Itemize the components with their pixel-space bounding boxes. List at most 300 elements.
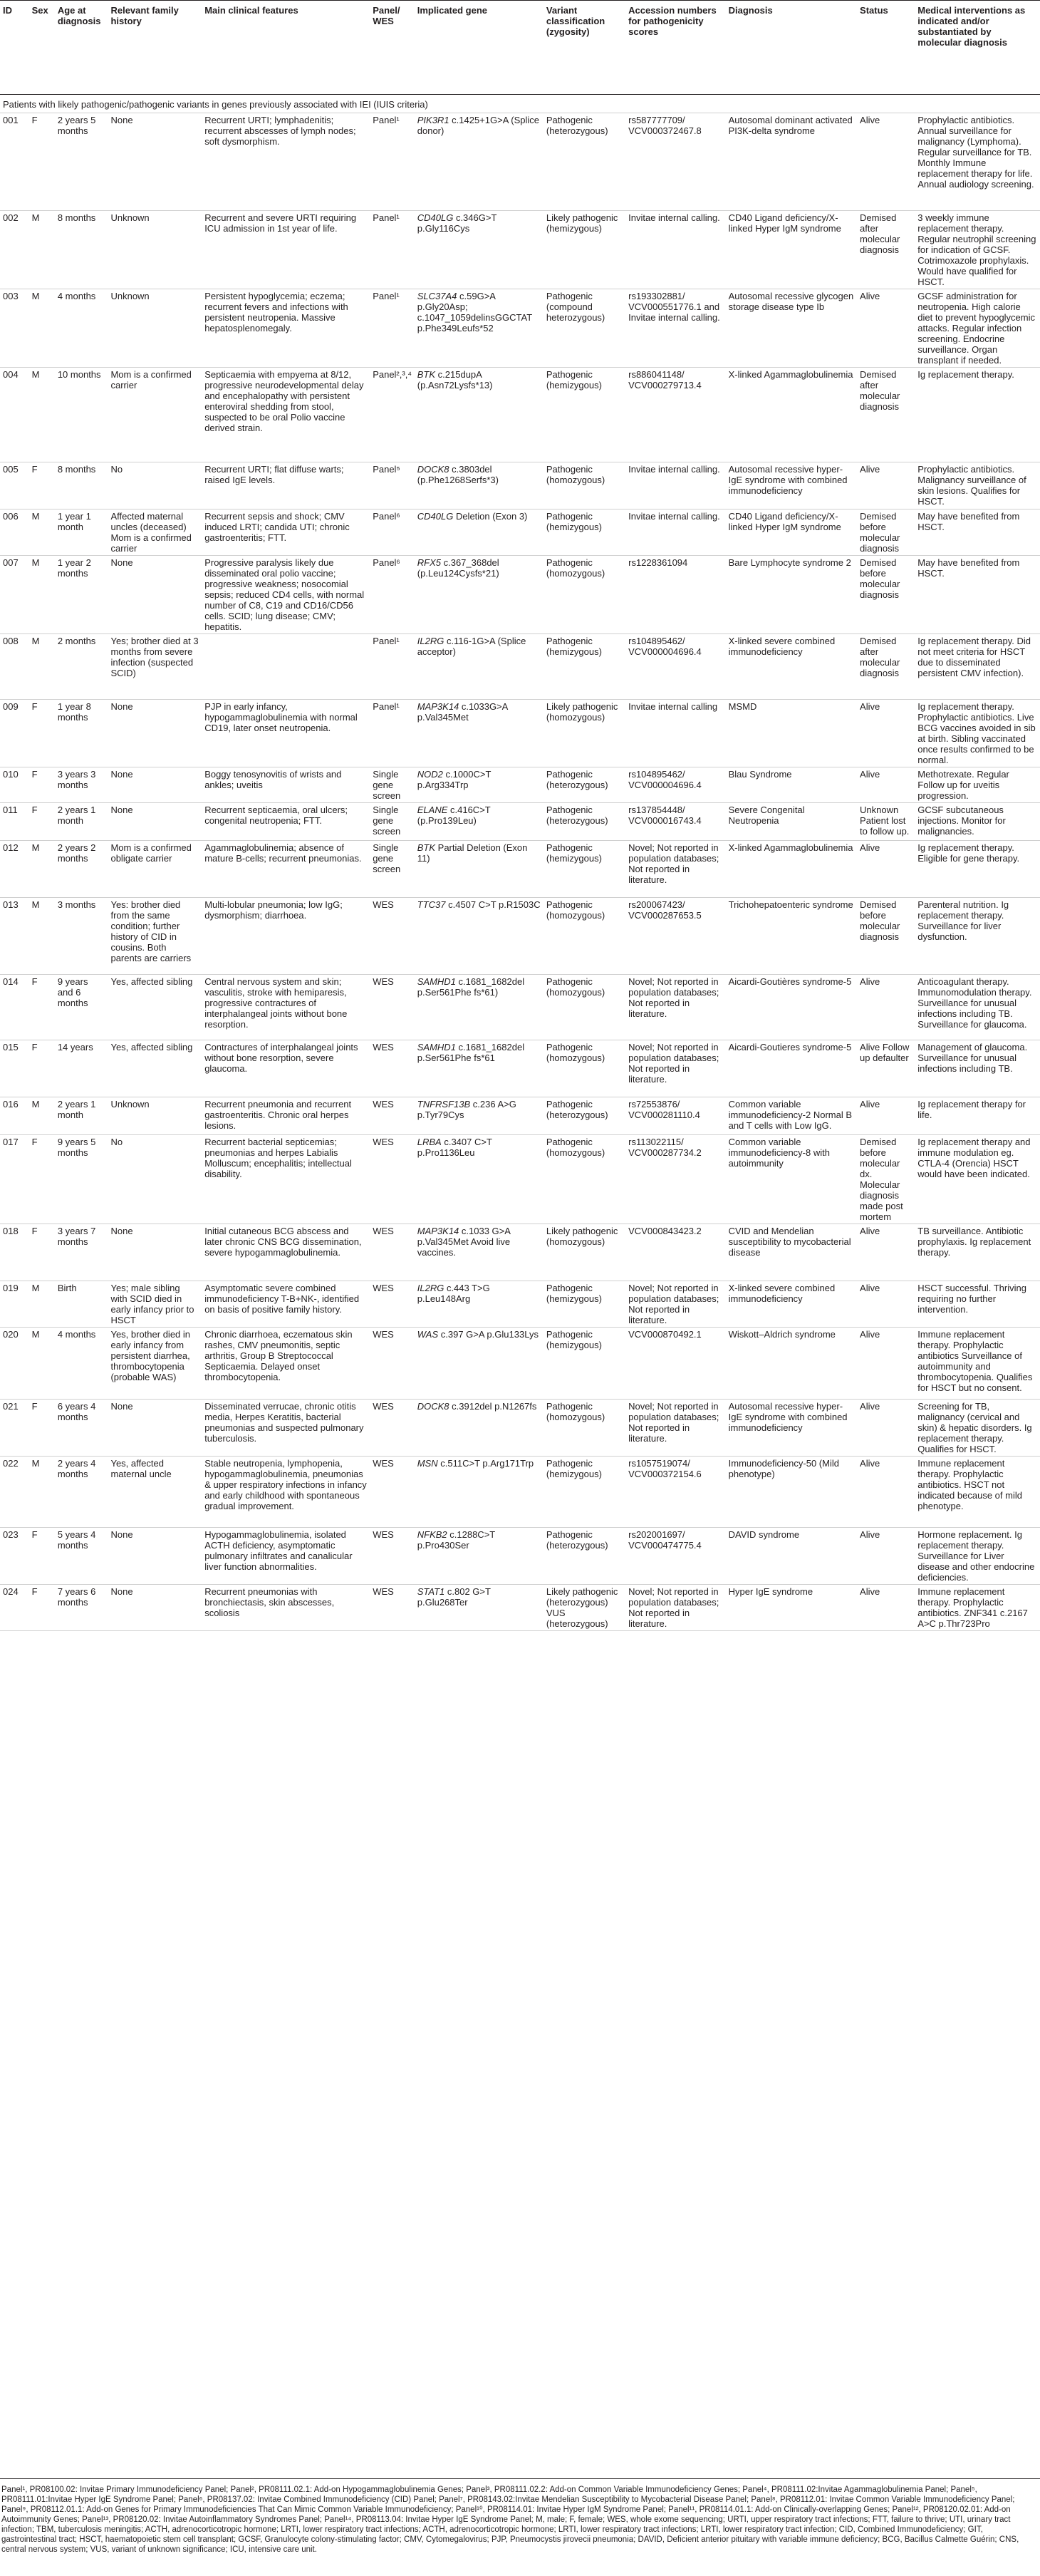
- gene-symbol: PIK3R1: [417, 115, 449, 125]
- table-row: [0, 368, 1040, 462]
- cell-diagnosis: Blau Syndrome: [728, 769, 792, 780]
- cell-features: Recurrent URTI; flat diffuse warts; raised IgE levels.: [204, 464, 344, 485]
- cell-status: Unknown Patient lost to follow up.: [860, 805, 910, 837]
- cell-gene: TNFRSF13B c.236 A>G p.Tyr79Cys: [417, 1099, 516, 1120]
- table-row: [0, 841, 1040, 898]
- cell-interventions: Immune replacement therapy. Prophylactic antibiotics. ZNF341 c.2167 A>C p.Thr723Pro: [917, 1586, 1028, 1629]
- cell-gene: IL2RG c.116-1G>A (Splice acceptor): [417, 636, 526, 657]
- cell-gene: SAMHD1 c.1681_1682del p.Ser561Phe fs*61: [417, 1042, 525, 1063]
- section-row: [0, 95, 1040, 113]
- cell-panel: Panel¹: [373, 212, 400, 223]
- table-row: [0, 113, 1040, 211]
- cell-family: None: [110, 1226, 133, 1236]
- cell-family: Mom is a confirmed obligate carrier: [110, 842, 192, 864]
- cell-accession: rs1228361094: [628, 557, 688, 568]
- cell-id: 002: [3, 212, 19, 223]
- table-row: [0, 211, 1040, 289]
- cell-features: Recurrent URTI; lymphadenitis; recurrent abscesses of lymph nodes; soft dysmorphism.: [204, 115, 356, 147]
- cell-interventions: Management of glaucoma. Surveillance for unusual infections including TB.: [917, 1042, 1028, 1074]
- cell-features: Recurrent septicaemia, oral ulcers; congenital neutropenia; FTT.: [204, 805, 348, 826]
- cell-status: Demised after molecular diagnosis: [860, 636, 900, 678]
- cell-id: 012: [3, 842, 19, 853]
- section-title: Patients with likely pathogenic/pathogenic variants in genes previously associated with IEI (IUIS criteria): [3, 99, 428, 110]
- cell-family: Unknown: [110, 212, 150, 223]
- cell-age: 8 months: [57, 212, 96, 223]
- cell-id: 017: [3, 1137, 19, 1147]
- cell-diagnosis: Severe Congenital Neutropenia: [728, 805, 805, 826]
- cell-id: 022: [3, 1458, 19, 1469]
- gene-symbol: TNFRSF13B: [417, 1099, 471, 1109]
- cell-diagnosis: Autosomal recessive hyper-IgE syndrome with combined immunodeficiency: [728, 464, 848, 496]
- cell-family: None: [110, 769, 133, 780]
- cell-age: 9 years and 6 months: [57, 976, 88, 1008]
- table-row: [0, 975, 1040, 1040]
- cell-accession: Invitae internal calling: [628, 701, 718, 712]
- cell-sex: M: [31, 369, 40, 380]
- cell-status: Alive: [860, 701, 880, 712]
- cell-status: Demised after molecular diagnosis: [860, 212, 900, 255]
- cell-status: Demised before molecular diagnosis: [860, 557, 900, 600]
- cell-age: 2 years 1 month: [57, 805, 96, 826]
- cell-id: 016: [3, 1099, 19, 1109]
- cell-family: Mom is a confirmed carrier: [110, 369, 192, 390]
- cell-sex: F: [31, 976, 38, 987]
- cell-age: 6 years 4 months: [57, 1401, 96, 1422]
- header-diagnosis: Diagnosis: [728, 5, 773, 16]
- table-row: [0, 767, 1040, 803]
- cell-interventions: Anticoagulant therapy. Immunomodulation therapy. Surveillance for unusual infections including TB. Surveillance for glaucoma.: [917, 976, 1032, 1030]
- cell-status: Demised before molecular dx. Molecular diagnosis made post mortem: [860, 1137, 903, 1222]
- gene-symbol: RFX5: [417, 557, 441, 568]
- cell-features: Multi-lobular pneumonia; low IgG; dysmorphism; diarrhoea.: [204, 899, 343, 921]
- cell-age: 14 years: [57, 1042, 93, 1052]
- cell-diagnosis: DAVID syndrome: [728, 1529, 800, 1540]
- gene-symbol: SAMHD1: [417, 976, 456, 987]
- cell-accession: Novel; Not reported in population databases; Not reported in literature.: [628, 1401, 719, 1444]
- cell-sex: F: [31, 1042, 38, 1052]
- cell-panel: WES: [373, 1042, 394, 1052]
- cell-diagnosis: Aicardi-Goutieres syndrome-5: [728, 1042, 852, 1052]
- gene-symbol: CD40LG: [417, 212, 454, 223]
- cell-sex: M: [31, 1099, 40, 1109]
- cell-age: 4 months: [57, 291, 96, 301]
- header-interventions: Medical interventions as indicated and/or substantiated by molecular diagnosis: [917, 5, 1026, 48]
- cell-diagnosis: X-linked Agammaglobulinemia: [728, 369, 853, 380]
- table-row: [0, 556, 1040, 634]
- cell-interventions: GCSF subcutaneous injections. Monitor for malignancies.: [917, 805, 1006, 837]
- cell-id: 009: [3, 701, 19, 712]
- cell-features: Boggy tenosynovitis of wrists and ankles; uveitis: [204, 769, 342, 790]
- cell-gene: CD40LG Deletion (Exon 3): [417, 511, 528, 522]
- cell-age: 9 years 5 months: [57, 1137, 96, 1158]
- cell-status: Alive: [860, 1099, 880, 1109]
- cell-sex: F: [31, 115, 38, 125]
- cell-variant: Pathogenic (homozygous): [546, 976, 605, 998]
- cell-family: Yes: brother died from the same condition; further history of CID in cousins. Both parents are carriers: [110, 899, 192, 963]
- cell-interventions: Prophylactic antibiotics. Annual surveillance for malignancy (Lymphoma). Regular surveillance for TB. Monthly Immune replacement therapy for life. Annual audiology screening.: [917, 115, 1034, 190]
- cell-variant: Likely pathogenic (hemizygous): [546, 212, 618, 234]
- cell-gene: MAP3K14 c.1033 G>A p.Val345Met Avoid live vaccines.: [417, 1226, 511, 1258]
- cell-family: Unknown: [110, 1099, 150, 1109]
- cell-variant: Pathogenic (hemizygous): [546, 1283, 602, 1304]
- cell-variant: Pathogenic (heterozygous): [546, 1529, 608, 1551]
- cell-accession: rs104895462/ VCV000004696.4: [628, 769, 702, 790]
- cell-interventions: TB surveillance. Antibiotic prophylaxis. Ig replacement therapy.: [917, 1226, 1031, 1258]
- cell-gene: DOCK8 c.3803del (p.Phe1268Serfs*3): [417, 464, 499, 485]
- cell-age: 3 years 7 months: [57, 1226, 96, 1247]
- cell-sex: F: [31, 769, 38, 780]
- cell-accession: Invitae internal calling.: [628, 464, 720, 475]
- cell-diagnosis: X-linked severe combined immunodeficiency: [728, 1283, 836, 1304]
- cell-diagnosis: Bare Lymphocyte syndrome 2: [728, 557, 851, 568]
- gene-symbol: WAS: [417, 1329, 439, 1340]
- cell-family: Yes; male sibling with SCID died in early infancy prior to HSCT: [110, 1283, 194, 1325]
- cell-diagnosis: Common variable immunodeficiency-2 Normal B and T cells with Low IgG.: [728, 1099, 853, 1131]
- cell-panel: WES: [373, 1458, 394, 1469]
- cell-panel: Panel⁶: [373, 511, 400, 522]
- cell-family: No: [110, 1137, 123, 1147]
- cell-diagnosis: Autosomal recessive glycogen storage disease type Ib: [728, 291, 854, 312]
- cell-features: Agammaglobulinemia; absence of mature B-cells; recurrent pneumonias.: [204, 842, 362, 864]
- cell-sex: M: [31, 899, 40, 910]
- table-row: [0, 1585, 1040, 1631]
- cell-diagnosis: Aicardi-Goutières syndrome-5: [728, 976, 852, 987]
- table-row: [0, 509, 1040, 556]
- cell-variant: Pathogenic (homozygous): [546, 1137, 605, 1158]
- gene-symbol: BTK: [417, 842, 436, 853]
- cell-features: Recurrent and severe URTI requiring ICU admission in 1st year of life.: [204, 212, 357, 234]
- cell-sex: F: [31, 1401, 38, 1412]
- cell-accession: rs72553876/ VCV000281110.4: [628, 1099, 700, 1120]
- cell-features: Stable neutropenia, lymphopenia, hypogammaglobulinemia, pneumonias & upper respiratory infections in infancy and early childhood with spontaneous gradual improvement.: [204, 1458, 367, 1511]
- cell-id: 021: [3, 1401, 19, 1412]
- cell-age: 8 months: [57, 464, 96, 475]
- cell-panel: Panel¹: [373, 636, 400, 646]
- cell-sex: F: [31, 464, 38, 475]
- cell-interventions: Ig replacement therapy. Prophylactic antibiotics. Live BCG vaccines avoided in sib at birth. Sibling vaccinated once results confirmed to be normal.: [917, 701, 1036, 765]
- table-header: [0, 1, 1040, 95]
- cell-gene: WAS c.397 G>A p.Glu133Lys: [417, 1329, 539, 1340]
- cell-accession: VCV000870492.1: [628, 1329, 702, 1340]
- cell-variant: Pathogenic (hemizygous): [546, 369, 602, 390]
- cell-sex: M: [31, 842, 40, 853]
- cell-gene: ELANE c.416C>T (p.Pro139Leu): [417, 805, 491, 826]
- cell-diagnosis: Trichohepatoenteric syndrome: [728, 899, 853, 910]
- header-family-history: Relevant family history: [110, 5, 179, 26]
- cell-sex: M: [31, 212, 40, 223]
- cell-panel: Single gene screen: [373, 842, 401, 874]
- cell-status: Alive: [860, 1458, 880, 1469]
- cell-interventions: GCSF administration for neutropenia. High calorie diet to prevent hypoglycemic attacks. Regular infection screening. Endocrine surveillance. Organ transplant if needed.: [917, 291, 1036, 366]
- cell-family: None: [110, 701, 133, 712]
- cell-panel: Panel¹: [373, 115, 400, 125]
- cell-family: None: [110, 1586, 133, 1597]
- cell-variant: Pathogenic (compound heterozygous): [546, 291, 605, 323]
- cell-family: Yes; brother died at 3 months from severe infection (suspected SCID): [110, 636, 199, 678]
- cell-status: Alive: [860, 1401, 880, 1412]
- cell-accession: Novel; Not reported in population databases; Not reported in literature.: [628, 1283, 719, 1325]
- cell-interventions: Ig replacement therapy and immune modulation eg. CTLA-4 (Orencia) HSCT would have been indicated.: [917, 1137, 1031, 1179]
- cell-status: Alive: [860, 115, 880, 125]
- cell-panel: Single gene screen: [373, 805, 401, 837]
- cell-diagnosis: Common variable immunodeficiency-8 with autoimmunity: [728, 1137, 830, 1169]
- header-age: Age at diagnosis: [57, 5, 101, 26]
- cell-variant: Pathogenic (heterozygous): [546, 769, 608, 790]
- cell-interventions: Prophylactic antibiotics. Malignancy surveillance of skin lesions. Qualifies for HSCT.: [917, 464, 1026, 507]
- cell-id: 013: [3, 899, 19, 910]
- cell-accession: rs113022115/ VCV000287734.2: [628, 1137, 702, 1158]
- table-row: [0, 898, 1040, 975]
- cell-id: 011: [3, 805, 18, 815]
- cell-features: Asymptomatic severe combined immunodeficiency T-B+NK-, identified on basis of positive family history.: [204, 1283, 360, 1315]
- cell-age: 2 years 2 months: [57, 842, 96, 864]
- cell-age: 7 years 6 months: [57, 1586, 96, 1608]
- cell-gene: SLC37A4 c.59G>A p.Gly20Asp; c.1047_1059delinsGGCTAT p.Phe349Leufs*52: [417, 291, 532, 333]
- cell-features: Recurrent bacterial septicemias; pneumonias and herpes Labialis Molluscum; encephalitis; intellectual disability.: [204, 1137, 352, 1179]
- cell-features: Progressive paralysis likely due disseminated oral polio vaccine; progressive weakness; nosocomial sepsis; reduced CD4 cells, with normal number of C8, C19 and CD16/CD56 cells. SCID; lung disease; CMV; hepatitis.: [204, 557, 365, 632]
- cell-age: 3 years 3 months: [57, 769, 96, 790]
- cell-gene: CD40LG c.346G>T p.Gly116Cys: [417, 212, 497, 234]
- cell-panel: WES: [373, 899, 394, 910]
- cell-gene: IL2RG c.443 T>G p.Leu148Arg: [417, 1283, 490, 1304]
- cell-interventions: Parenteral nutrition. Ig replacement therapy. Surveillance for liver dysfunction.: [917, 899, 1009, 942]
- table-row: [0, 1135, 1040, 1224]
- cell-variant: Pathogenic (hemizygous): [546, 636, 602, 657]
- cell-interventions: Immune replacement therapy. Prophylactic antibiotics Surveillance of autoimmunity and thrombocytopenia. Qualifies for HSCT but no consent.: [917, 1329, 1033, 1393]
- cell-features: [202, 634, 370, 700]
- header-status: Status: [860, 5, 888, 16]
- cell-gene: PIK3R1 c.1425+1G>A (Splice donor): [417, 115, 540, 136]
- cell-sex: F: [31, 1586, 38, 1597]
- cell-features: Contractures of interphalangeal joints without bone resorption, severe glaucoma.: [204, 1042, 358, 1074]
- cell-status: Alive Follow up defaulter: [860, 1042, 910, 1063]
- cell-id: 008: [3, 636, 19, 646]
- cell-features: Septicaemia with empyema at 8/12, progressive neurodevelopmental delay and encephalopathy with persistent enteroviral shedding from stool, suspected to be oral Polio vaccine derived strain.: [204, 369, 364, 433]
- cell-accession: Novel; Not reported in population databases; Not reported in literature.: [628, 1042, 719, 1085]
- header-id: ID: [3, 5, 12, 16]
- cell-variant: Pathogenic (homozygous): [546, 464, 605, 485]
- cell-id: 014: [3, 976, 19, 987]
- cell-family: None: [110, 1529, 133, 1540]
- cell-age: 2 years 1 month: [57, 1099, 96, 1120]
- cell-accession: Novel; Not reported in population databases; Not reported in literature.: [628, 842, 719, 885]
- cell-accession: Novel; Not reported in population databases; Not reported in literature.: [628, 1586, 719, 1629]
- cell-panel: WES: [373, 1099, 394, 1109]
- gene-symbol: NOD2: [417, 769, 443, 780]
- cell-family: None: [110, 115, 133, 125]
- gene-symbol: MAP3K14: [417, 701, 459, 712]
- cell-sex: F: [31, 1226, 38, 1236]
- table-row: [0, 462, 1040, 509]
- cell-sex: F: [31, 1137, 38, 1147]
- cell-panel: Single gene screen: [373, 769, 401, 801]
- cell-id: 001: [3, 115, 19, 125]
- cell-id: 006: [3, 511, 19, 522]
- cell-family: Unknown: [110, 291, 150, 301]
- cell-accession: Invitae internal calling.: [628, 212, 720, 223]
- cell-features: Central nervous system and skin; vasculitis, stroke with hemiparesis, progressive contractures of interphalangeal joints without bone resorption.: [204, 976, 348, 1030]
- table-row: [0, 1281, 1040, 1328]
- cell-sex: M: [31, 636, 40, 646]
- cell-age: Birth: [57, 1283, 77, 1293]
- cell-accession: VCV000843423.2: [628, 1226, 702, 1236]
- cell-features: Initial cutaneous BCG abscess and later chronic CNS BCG dissemination, severe hypogammaglobulinemia.: [204, 1226, 362, 1258]
- cell-gene: LRBA c.3407 C>T p.Pro1136Leu: [417, 1137, 492, 1158]
- gene-symbol: MSN: [417, 1458, 438, 1469]
- cell-accession: Invitae internal calling.: [628, 511, 720, 522]
- cell-gene: MAP3K14 c.1033G>A p.Val345Met: [417, 701, 508, 723]
- gene-symbol: IL2RG: [417, 636, 444, 646]
- cell-id: 005: [3, 464, 19, 475]
- cell-interventions: Immune replacement therapy. Prophylactic antibiotics. HSCT not indicated because of mild phenotype.: [917, 1458, 1022, 1511]
- header-accession: Accession numbers for pathogenicity scores: [628, 5, 717, 37]
- cell-age: 2 months: [57, 636, 96, 646]
- cell-interventions: Ig replacement therapy. Eligible for gene therapy.: [917, 842, 1020, 864]
- cell-accession: rs137854448/ VCV000016743.4: [628, 805, 702, 826]
- cell-gene: NOD2 c.1000C>T p.Arg334Trp: [417, 769, 492, 790]
- cell-gene: RFX5 c.367_368del (p.Leu124Cysfs*21): [417, 557, 499, 579]
- cell-id: 023: [3, 1529, 19, 1540]
- cell-sex: M: [31, 511, 40, 522]
- gene-symbol: TTC37: [417, 899, 446, 910]
- cell-variant: Pathogenic (hemizygous): [546, 1329, 602, 1350]
- cell-panel: WES: [373, 976, 394, 987]
- cell-age: 2 years 5 months: [57, 115, 96, 136]
- cell-diagnosis: X-linked severe combined immunodeficiency: [728, 636, 836, 657]
- cell-interventions: Ig replacement therapy for life.: [917, 1099, 1026, 1120]
- cell-panel: WES: [373, 1529, 394, 1540]
- cell-sex: M: [31, 1283, 40, 1293]
- table-row: [0, 289, 1040, 368]
- cell-variant: Pathogenic (heterozygous): [546, 1099, 608, 1120]
- table-row: [0, 1097, 1040, 1135]
- cell-age: 5 years 4 months: [57, 1529, 96, 1551]
- cell-status: Alive: [860, 1283, 880, 1293]
- cell-panel: WES: [373, 1586, 394, 1597]
- cell-gene: NFKB2 c.1288C>T p.Pro430Ser: [417, 1529, 495, 1551]
- cell-panel: Panel⁶: [373, 557, 400, 568]
- cell-family: No: [110, 464, 123, 475]
- gene-symbol: CD40LG: [417, 511, 454, 522]
- cell-diagnosis: X-linked Agammaglobulinemia: [728, 842, 853, 853]
- cell-panel: WES: [373, 1137, 394, 1147]
- cell-features: Recurrent sepsis and shock; CMV induced LRTI; candida UTI; chronic gastroenteritis; FTT.: [204, 511, 350, 543]
- cell-age: 3 months: [57, 899, 96, 910]
- gene-symbol: MAP3K14: [417, 1226, 459, 1236]
- table-row: [0, 634, 1040, 700]
- cell-panel: Panel⁵: [373, 464, 400, 475]
- cell-status: Demised after molecular diagnosis: [860, 369, 900, 412]
- cell-accession: rs200067423/ VCV000287653.5: [628, 899, 702, 921]
- cell-panel: WES: [373, 1329, 394, 1340]
- cell-variant: Pathogenic (heterozygous): [546, 115, 608, 136]
- cell-features: Persistent hypoglycemia; eczema; recurrent fevers and infections with persistent neutropenia. Massive hepatosplenomegaly.: [204, 291, 348, 333]
- cell-sex: M: [31, 557, 40, 568]
- header-clinical-features: Main clinical features: [204, 5, 298, 16]
- cell-interventions: Screening for TB, malignancy (cervical and skin) & hepatic disorders. Ig replacement therapy. Qualifies for HSCT.: [917, 1401, 1032, 1454]
- table-row: [0, 1457, 1040, 1528]
- cell-features: Recurrent pneumonia and recurrent gastroenteritis. Chronic oral herpes lesions.: [204, 1099, 352, 1131]
- cell-variant: Pathogenic (homozygous): [546, 1042, 605, 1063]
- cell-accession: rs587777709/ VCV000372467.8: [628, 115, 702, 136]
- cell-id: 015: [3, 1042, 19, 1052]
- cell-gene: DOCK8 c.3912del p.N1267fs: [417, 1401, 537, 1412]
- gene-symbol: DOCK8: [417, 464, 449, 475]
- cell-accession: rs1057519074/ VCV000372154.6: [628, 1458, 702, 1479]
- cell-features: Chronic diarrhoea, eczematous skin rashes, CMV pneumonitis, septic arthritis, Group B Streptococcal Septicaemia. Delayed onset thrombocytopenia.: [204, 1329, 353, 1382]
- cell-variant: Pathogenic (homozygous): [546, 557, 605, 579]
- cell-age: 4 months: [57, 1329, 96, 1340]
- cell-sex: M: [31, 1329, 40, 1340]
- table-row: [0, 1040, 1040, 1097]
- table-row: [0, 700, 1040, 767]
- cell-family: Affected maternal uncles (deceased) Mom is a confirmed carrier: [110, 511, 192, 554]
- cell-interventions: Ig replacement therapy. Did not meet criteria for HSCT due to disseminated persistent CMV infection).: [917, 636, 1031, 678]
- cell-status: Alive: [860, 769, 880, 780]
- cell-age: 2 years 4 months: [57, 1458, 96, 1479]
- cell-status: Alive: [860, 1586, 880, 1597]
- gene-symbol: DOCK8: [417, 1401, 449, 1412]
- cell-variant: Pathogenic (heterozygous): [546, 805, 608, 826]
- cell-status: Alive: [860, 291, 880, 301]
- cell-age: 10 months: [57, 369, 101, 380]
- cell-panel: WES: [373, 1226, 394, 1236]
- cell-interventions: May have benefited from HSCT.: [917, 511, 1020, 532]
- cell-gene: BTK c.215dupA (p.Asn72Lysfs*13): [417, 369, 493, 390]
- cell-sex: F: [31, 701, 38, 712]
- cell-interventions: HSCT successful. Thriving requiring no further intervention.: [917, 1283, 1026, 1315]
- cell-panel: WES: [373, 1401, 394, 1412]
- cell-family: Yes, affected sibling: [110, 1042, 193, 1052]
- cell-gene: MSN c.511C>T p.Arg171Trp: [417, 1458, 534, 1469]
- cell-family: None: [110, 557, 133, 568]
- cell-variant: Likely pathogenic (homozygous): [546, 1226, 618, 1247]
- cell-diagnosis: Immunodeficiency-50 (Mild phenotype): [728, 1458, 839, 1479]
- table-body: [0, 95, 1040, 1631]
- cell-panel: Panel¹: [373, 291, 400, 301]
- header-panel: Panel/ WES: [373, 5, 400, 26]
- cell-diagnosis: CD40 Ligand deficiency/X-linked Hyper IgM syndrome: [728, 212, 841, 234]
- cell-status: Demised before molecular diagnosis: [860, 511, 900, 554]
- cell-accession: Novel; Not reported in population databases; Not reported in literature.: [628, 976, 719, 1019]
- cell-diagnosis: MSMD: [728, 701, 757, 712]
- cell-interventions: May have benefited from HSCT.: [917, 557, 1020, 579]
- cell-family: Yes, affected sibling: [110, 976, 193, 987]
- cell-panel: Panel¹: [373, 701, 400, 712]
- cell-variant: Pathogenic (homozygous): [546, 899, 605, 921]
- header-sex: Sex: [31, 5, 48, 16]
- gene-symbol: LRBA: [417, 1137, 442, 1147]
- cell-family: None: [110, 805, 133, 815]
- header-gene: Implicated gene: [417, 5, 487, 16]
- cell-interventions: 3 weekly immune replacement therapy. Regular neutrophil screening for indication of GCSF. Cotrimoxazole prophylaxis. Would have qualified for HSCT.: [917, 212, 1036, 287]
- cell-age: 1 year 2 months: [57, 557, 91, 579]
- cell-variant: Likely pathogenic (homozygous): [546, 701, 618, 723]
- cell-accession: rs104895462/ VCV000004696.4: [628, 636, 702, 657]
- cell-diagnosis: Autosomal recessive hyper-IgE syndrome with combined immunodeficiency: [728, 1401, 848, 1433]
- cell-id: 004: [3, 369, 19, 380]
- cell-accession: rs202001697/ VCV000474775.4: [628, 1529, 702, 1551]
- cell-interventions: Ig replacement therapy.: [917, 369, 1014, 380]
- cell-diagnosis: CVID and Mendelian susceptibility to mycobacterial disease: [728, 1226, 851, 1258]
- gene-symbol: STAT1: [417, 1586, 445, 1597]
- cell-sex: F: [31, 1529, 38, 1540]
- cell-gene: STAT1 c.802 G>T p.Glu268Ter: [417, 1586, 491, 1608]
- cell-panel: WES: [373, 1283, 394, 1293]
- cell-features: Recurrent pneumonias with bronchiectasis, skin abscesses, scoliosis: [204, 1586, 335, 1618]
- cell-variant: Pathogenic (hemizygous): [546, 511, 602, 532]
- cell-interventions: Hormone replacement. Ig replacement therapy. Surveillance for Liver disease and other endocrine deficiencies.: [917, 1529, 1035, 1583]
